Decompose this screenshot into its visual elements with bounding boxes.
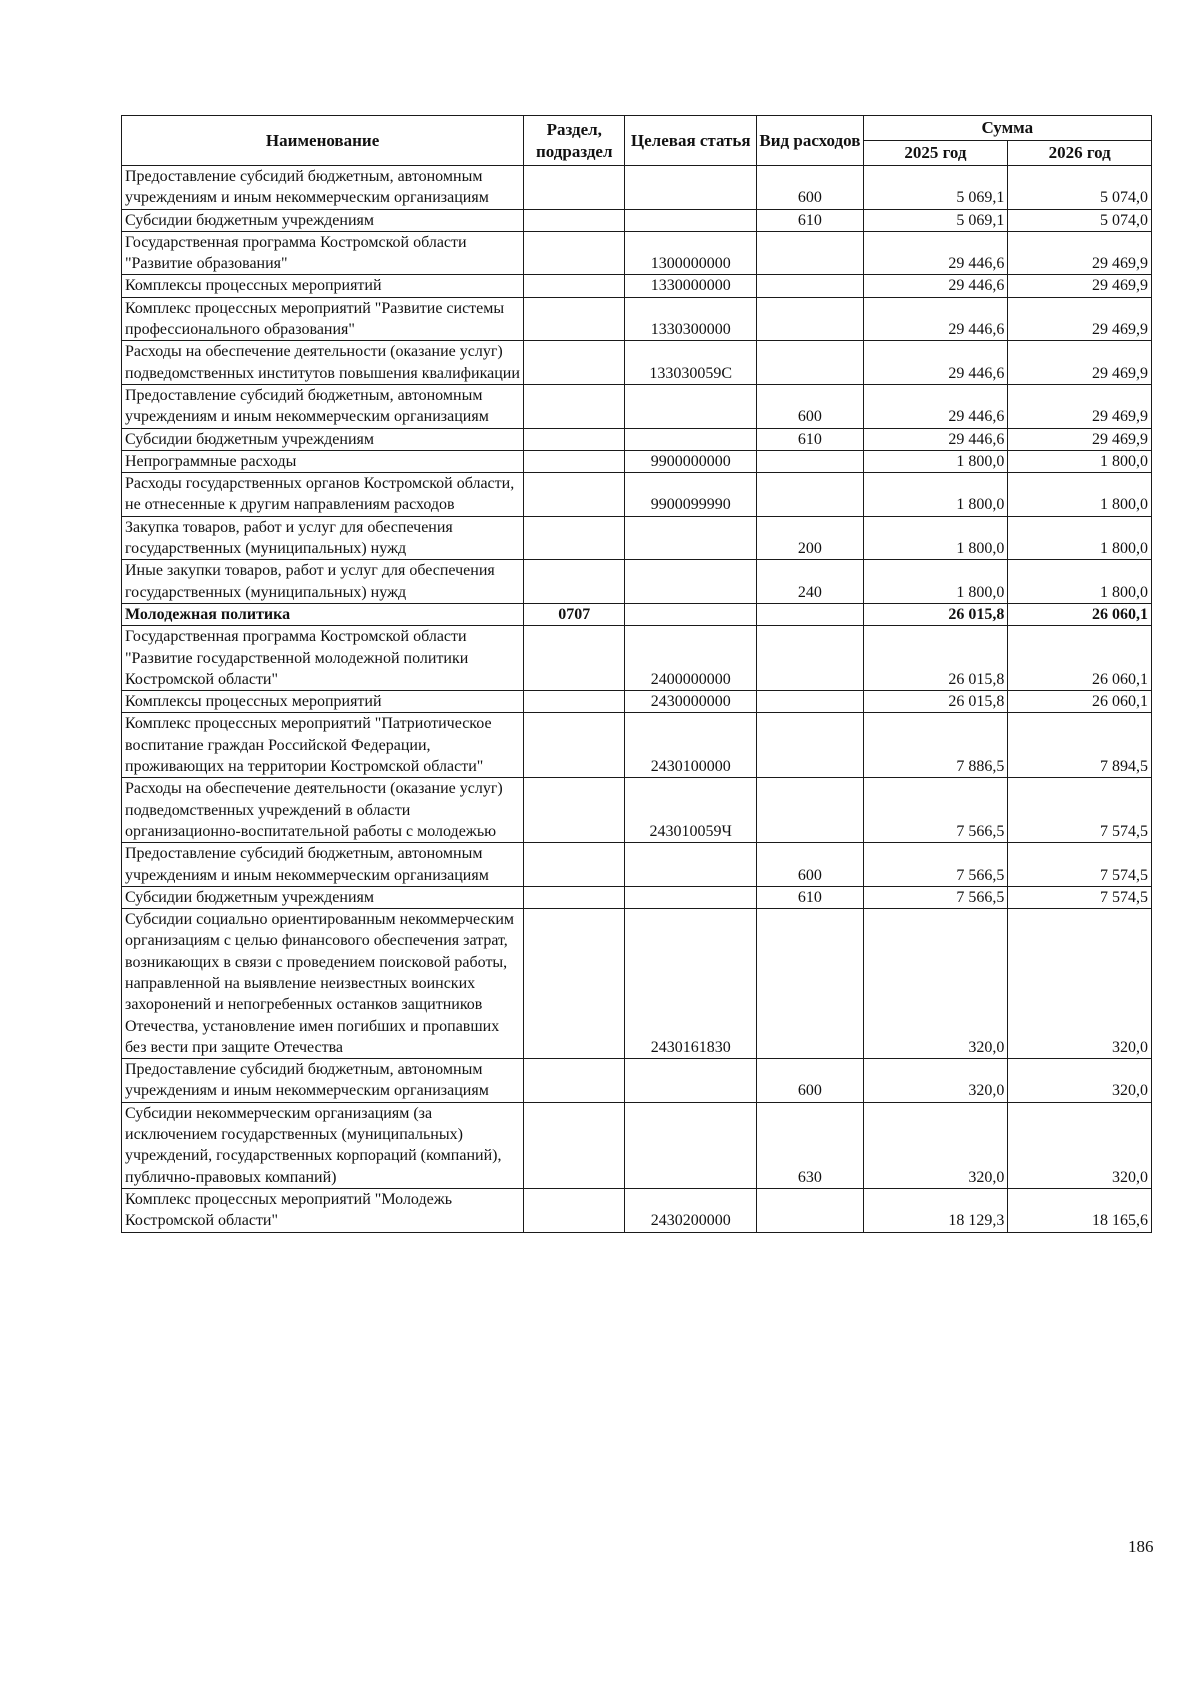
row-target-cell bbox=[625, 603, 757, 625]
row-name-cell: Предоставление субсидий бюджетным, автономным учреждениям и иным некоммерческим организациям bbox=[122, 166, 524, 210]
row-amount-2025-cell: 26 015,8 bbox=[863, 626, 1008, 691]
row-name-cell: Комплекс процессных мероприятий "Развитие системы профессионального образования" bbox=[122, 297, 524, 341]
row-name-cell: Субсидии некоммерческим организациям (за исключением государственных (муниципальных) учреждений, государственных корпораций (компаний), публично-правовых компаний) bbox=[122, 1102, 524, 1188]
row-name-cell: Комплексы процессных мероприятий bbox=[122, 691, 524, 713]
row-amount-2026-cell: 29 469,9 bbox=[1008, 341, 1152, 385]
row-target-cell bbox=[625, 560, 757, 604]
table-row bbox=[122, 713, 1152, 778]
row-section-cell bbox=[524, 297, 625, 341]
page-number: 186 bbox=[1128, 1537, 1154, 1556]
row-name-cell: Закупка товаров, работ и услуг для обеспечения государственных (муниципальных) нужд bbox=[122, 516, 524, 560]
row-section-cell bbox=[524, 560, 625, 604]
header-name: Наименование bbox=[122, 116, 524, 166]
budget-table bbox=[121, 115, 1152, 1233]
row-section-cell bbox=[524, 1059, 625, 1103]
row-amount-2026-cell: 5 074,0 bbox=[1008, 166, 1152, 210]
row-name-cell: Иные закупки товаров, работ и услуг для обеспечения государственных (муниципальных) нужд bbox=[122, 560, 524, 604]
table-row bbox=[122, 209, 1152, 231]
table-row bbox=[122, 1059, 1152, 1103]
row-amount-2025-cell: 320,0 bbox=[863, 909, 1008, 1059]
table-row bbox=[122, 275, 1152, 297]
row-amount-2025-cell: 320,0 bbox=[863, 1102, 1008, 1188]
row-expense-type-cell: 240 bbox=[757, 560, 863, 604]
row-name-cell: Комплекс процессных мероприятий "Патриотическое воспитание граждан Российской Федерации, проживающих на территории Костромской области" bbox=[122, 713, 524, 778]
row-amount-2025-cell: 1 800,0 bbox=[863, 516, 1008, 560]
row-expense-type-cell: 610 bbox=[757, 428, 863, 450]
row-amount-2026-cell: 320,0 bbox=[1008, 1059, 1152, 1103]
table-row bbox=[122, 626, 1152, 691]
row-target-cell: 1330300000 bbox=[625, 297, 757, 341]
row-amount-2026-cell: 26 060,1 bbox=[1008, 691, 1152, 713]
table-row bbox=[122, 909, 1152, 1059]
table-header bbox=[122, 116, 1152, 166]
row-expense-type-cell: 630 bbox=[757, 1102, 863, 1188]
row-amount-2025-cell: 1 800,0 bbox=[863, 560, 1008, 604]
row-name-cell: Субсидии бюджетным учреждениям bbox=[122, 428, 524, 450]
header-year-2025: 2025 год bbox=[863, 141, 1008, 166]
row-section-cell bbox=[524, 778, 625, 843]
row-amount-2026-cell: 29 469,9 bbox=[1008, 428, 1152, 450]
row-target-cell: 2400000000 bbox=[625, 626, 757, 691]
row-expense-type-cell: 610 bbox=[757, 209, 863, 231]
row-section-cell bbox=[524, 473, 625, 517]
row-section-cell bbox=[524, 516, 625, 560]
table-row bbox=[122, 886, 1152, 908]
row-target-cell bbox=[625, 384, 757, 428]
row-name-cell: Субсидии бюджетным учреждениям bbox=[122, 209, 524, 231]
row-section-cell bbox=[524, 209, 625, 231]
row-amount-2025-cell: 1 800,0 bbox=[863, 450, 1008, 472]
row-section-cell bbox=[524, 843, 625, 887]
row-amount-2026-cell: 1 800,0 bbox=[1008, 473, 1152, 517]
row-amount-2026-cell: 320,0 bbox=[1008, 909, 1152, 1059]
table-row bbox=[122, 450, 1152, 472]
table-row bbox=[122, 516, 1152, 560]
row-target-cell bbox=[625, 166, 757, 210]
row-expense-type-cell: 200 bbox=[757, 516, 863, 560]
row-section-cell bbox=[524, 1188, 625, 1232]
row-section-cell: 0707 bbox=[524, 603, 625, 625]
row-name-cell: Непрограммные расходы bbox=[122, 450, 524, 472]
row-expense-type-cell bbox=[757, 473, 863, 517]
row-amount-2026-cell: 26 060,1 bbox=[1008, 626, 1152, 691]
row-target-cell: 2430100000 bbox=[625, 713, 757, 778]
row-target-cell: 2430161830 bbox=[625, 909, 757, 1059]
row-amount-2025-cell: 26 015,8 bbox=[863, 691, 1008, 713]
row-name-cell: Предоставление субсидий бюджетным, автономным учреждениям и иным некоммерческим организациям bbox=[122, 1059, 524, 1103]
header-target: Целевая статья bbox=[625, 116, 757, 166]
row-section-cell bbox=[524, 450, 625, 472]
table-body bbox=[122, 166, 1152, 1233]
row-expense-type-cell bbox=[757, 778, 863, 843]
row-amount-2026-cell: 5 074,0 bbox=[1008, 209, 1152, 231]
row-name-cell: Предоставление субсидий бюджетным, автономным учреждениям и иным некоммерческим организациям bbox=[122, 843, 524, 887]
row-target-cell bbox=[625, 1059, 757, 1103]
row-amount-2026-cell: 18 165,6 bbox=[1008, 1188, 1152, 1232]
row-name-cell: Молодежная политика bbox=[122, 603, 524, 625]
table-row bbox=[122, 384, 1152, 428]
row-expense-type-cell bbox=[757, 231, 863, 275]
row-target-cell: 9900000000 bbox=[625, 450, 757, 472]
row-target-cell bbox=[625, 1102, 757, 1188]
table-row bbox=[122, 603, 1152, 625]
row-amount-2026-cell: 26 060,1 bbox=[1008, 603, 1152, 625]
row-expense-type-cell bbox=[757, 1188, 863, 1232]
row-expense-type-cell bbox=[757, 626, 863, 691]
row-expense-type-cell bbox=[757, 275, 863, 297]
row-target-cell bbox=[625, 516, 757, 560]
row-name-cell: Государственная программа Костромской области "Развитие государственной молодежной политики Костромской области" bbox=[122, 626, 524, 691]
row-section-cell bbox=[524, 886, 625, 908]
row-target-cell: 1300000000 bbox=[625, 231, 757, 275]
row-expense-type-cell: 600 bbox=[757, 843, 863, 887]
row-section-cell bbox=[524, 1102, 625, 1188]
row-name-cell: Расходы государственных органов Костромской области, не отнесенные к другим направлениям расходов bbox=[122, 473, 524, 517]
row-section-cell bbox=[524, 909, 625, 1059]
row-target-cell: 133030059С bbox=[625, 341, 757, 385]
row-name-cell: Комплексы процессных мероприятий bbox=[122, 275, 524, 297]
row-expense-type-cell bbox=[757, 341, 863, 385]
row-target-cell: 2430200000 bbox=[625, 1188, 757, 1232]
row-amount-2025-cell: 320,0 bbox=[863, 1059, 1008, 1103]
table-row bbox=[122, 1102, 1152, 1188]
row-section-cell bbox=[524, 341, 625, 385]
row-amount-2026-cell: 29 469,9 bbox=[1008, 275, 1152, 297]
table-row bbox=[122, 1188, 1152, 1232]
header-sum: Сумма bbox=[863, 116, 1151, 141]
row-amount-2025-cell: 29 446,6 bbox=[863, 275, 1008, 297]
row-amount-2025-cell: 7 886,5 bbox=[863, 713, 1008, 778]
row-section-cell bbox=[524, 626, 625, 691]
row-amount-2026-cell: 29 469,9 bbox=[1008, 297, 1152, 341]
row-amount-2025-cell: 29 446,6 bbox=[863, 341, 1008, 385]
row-section-cell bbox=[524, 231, 625, 275]
table-row bbox=[122, 166, 1152, 210]
row-expense-type-cell: 610 bbox=[757, 886, 863, 908]
header-year-2026: 2026 год bbox=[1008, 141, 1152, 166]
row-section-cell bbox=[524, 428, 625, 450]
row-name-cell: Субсидии социально ориентированным некоммерческим организациям с целью финансового обеспечения затрат, возникающих в связи с проведением поисковой работы, направленной на выявление неизвестных воинских захоронений и непогребенных останков защитников Отечества, установление имен погибших и пропавших без вести при защите Отечества bbox=[122, 909, 524, 1059]
row-amount-2026-cell: 1 800,0 bbox=[1008, 560, 1152, 604]
row-name-cell: Расходы на обеспечение деятельности (оказание услуг) подведомственных учреждений в области организационно-воспитательной работы с молодежью bbox=[122, 778, 524, 843]
row-amount-2025-cell: 29 446,6 bbox=[863, 384, 1008, 428]
row-amount-2026-cell: 7 574,5 bbox=[1008, 843, 1152, 887]
row-target-cell: 2430000000 bbox=[625, 691, 757, 713]
row-target-cell bbox=[625, 843, 757, 887]
row-amount-2025-cell: 29 446,6 bbox=[863, 231, 1008, 275]
row-expense-type-cell bbox=[757, 713, 863, 778]
row-expense-type-cell: 600 bbox=[757, 166, 863, 210]
row-amount-2025-cell: 5 069,1 bbox=[863, 209, 1008, 231]
row-amount-2025-cell: 1 800,0 bbox=[863, 473, 1008, 517]
row-amount-2025-cell: 7 566,5 bbox=[863, 843, 1008, 887]
row-amount-2026-cell: 320,0 bbox=[1008, 1102, 1152, 1188]
row-expense-type-cell bbox=[757, 603, 863, 625]
row-amount-2026-cell: 7 894,5 bbox=[1008, 713, 1152, 778]
row-amount-2026-cell: 29 469,9 bbox=[1008, 231, 1152, 275]
row-target-cell bbox=[625, 209, 757, 231]
row-expense-type-cell bbox=[757, 450, 863, 472]
row-amount-2026-cell: 7 574,5 bbox=[1008, 886, 1152, 908]
table-row bbox=[122, 297, 1152, 341]
row-amount-2025-cell: 29 446,6 bbox=[863, 428, 1008, 450]
table-row bbox=[122, 691, 1152, 713]
row-target-cell: 9900099990 bbox=[625, 473, 757, 517]
row-amount-2025-cell: 7 566,5 bbox=[863, 778, 1008, 843]
row-expense-type-cell: 600 bbox=[757, 1059, 863, 1103]
row-section-cell bbox=[524, 166, 625, 210]
row-amount-2025-cell: 26 015,8 bbox=[863, 603, 1008, 625]
row-name-cell: Предоставление субсидий бюджетным, автономным учреждениям и иным некоммерческим организациям bbox=[122, 384, 524, 428]
row-expense-type-cell bbox=[757, 909, 863, 1059]
table-row bbox=[122, 231, 1152, 275]
row-name-cell: Государственная программа Костромской области "Развитие образования" bbox=[122, 231, 524, 275]
table-row bbox=[122, 428, 1152, 450]
row-section-cell bbox=[524, 275, 625, 297]
row-target-cell bbox=[625, 886, 757, 908]
row-target-cell: 243010059Ч bbox=[625, 778, 757, 843]
row-section-cell bbox=[524, 691, 625, 713]
row-amount-2026-cell: 29 469,9 bbox=[1008, 384, 1152, 428]
table-row bbox=[122, 341, 1152, 385]
table-row bbox=[122, 843, 1152, 887]
header-section: Раздел, подраздел bbox=[524, 116, 625, 166]
row-section-cell bbox=[524, 384, 625, 428]
table-row bbox=[122, 560, 1152, 604]
row-name-cell: Комплекс процессных мероприятий "Молодежь Костромской области" bbox=[122, 1188, 524, 1232]
row-amount-2025-cell: 7 566,5 bbox=[863, 886, 1008, 908]
row-amount-2026-cell: 1 800,0 bbox=[1008, 450, 1152, 472]
row-expense-type-cell bbox=[757, 691, 863, 713]
header-expense-type: Вид расходов bbox=[757, 116, 863, 166]
row-expense-type-cell: 600 bbox=[757, 384, 863, 428]
row-amount-2026-cell: 7 574,5 bbox=[1008, 778, 1152, 843]
row-expense-type-cell bbox=[757, 297, 863, 341]
table-row bbox=[122, 473, 1152, 517]
row-amount-2025-cell: 18 129,3 bbox=[863, 1188, 1008, 1232]
row-name-cell: Субсидии бюджетным учреждениям bbox=[122, 886, 524, 908]
row-amount-2025-cell: 5 069,1 bbox=[863, 166, 1008, 210]
row-section-cell bbox=[524, 713, 625, 778]
row-target-cell bbox=[625, 428, 757, 450]
table-row bbox=[122, 778, 1152, 843]
row-amount-2025-cell: 29 446,6 bbox=[863, 297, 1008, 341]
row-target-cell: 1330000000 bbox=[625, 275, 757, 297]
row-name-cell: Расходы на обеспечение деятельности (оказание услуг) подведомственных институтов повышения квалификации bbox=[122, 341, 524, 385]
row-amount-2026-cell: 1 800,0 bbox=[1008, 516, 1152, 560]
